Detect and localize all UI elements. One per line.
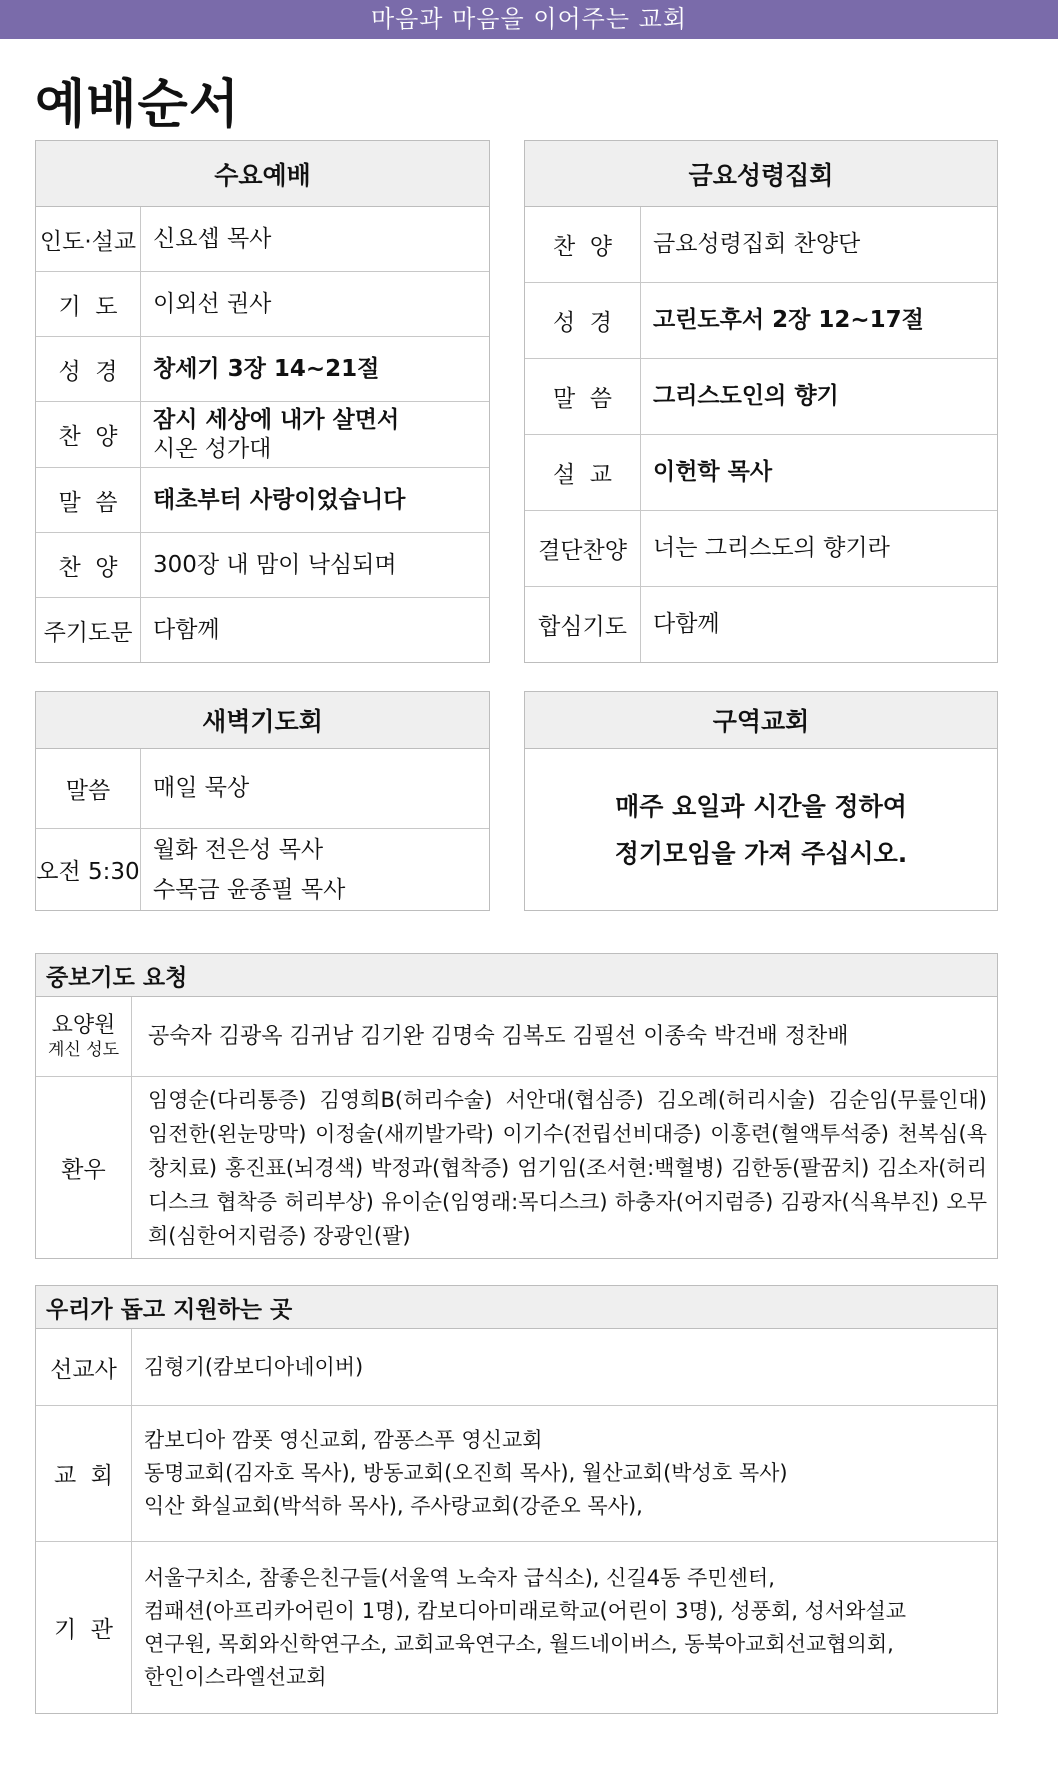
wednesday-service-box xyxy=(35,140,490,663)
dawn-preacher-1: 월화 전은성 목사 xyxy=(153,836,324,863)
table-row xyxy=(36,402,489,468)
row-label: 성 경 xyxy=(525,283,641,358)
church-line: 캄보디아 깜폿 영신교회, 깜퐁스푸 영신교회 xyxy=(144,1428,543,1452)
prayer-request-box xyxy=(35,953,998,1259)
church-line: 동명교회(김자호 목사), 방동교회(오진희 목사), 월산교회(박성호 목사) xyxy=(144,1461,788,1485)
support-heading: 우리가 돕고 지원하는 곳 xyxy=(36,1286,997,1329)
prayer-request-heading: 중보기도 요청 xyxy=(36,954,997,997)
row-value: 300장 내 맘이 낙심되며 xyxy=(153,551,397,578)
row-label: 결단찬양 xyxy=(525,511,641,586)
row-value: 다함께 xyxy=(653,611,720,637)
row-label: 찬 양 xyxy=(36,402,141,467)
support-box xyxy=(35,1285,998,1714)
nursing-home-label-sub: 계신 성도 xyxy=(47,1039,120,1060)
row-label: 말 씀 xyxy=(36,468,141,532)
row-label: 오전 5:30 xyxy=(36,829,141,910)
row-value: 너는 그리스도의 향기라 xyxy=(653,535,890,561)
choir-name: 시온 성가대 xyxy=(153,435,272,462)
patients-list: 임영순(다리통증) 김영희B(허리수술) 서안대(협심증) 김오례(허리시술) 김순임(무릎인대) 임전한(왼눈망막) 이정술(새끼발가락) 이기수(전립선비대증) 이홍련(혈액투석중) 천복심(욕창치료) 홍진표(뇌경색) 박정과(협착증) 엄기임(조서현:백혈병) 김한동(팔꿈치) 김소자(허리디스크 협착증 허리부상) 유이순(임영래:목디스크) 하충자(어지럼증) 김광자(식욕부진) 오무희(심한어지럼증) 장광인(팔) xyxy=(148,1088,987,1248)
organization-line: 서울구치소, 참좋은친구들(서울역 노숙자 급식소), 신길4동 주민센터, xyxy=(144,1565,775,1590)
missionary-label: 선교사 xyxy=(36,1329,132,1405)
row-value: 신요셉 목사 xyxy=(153,225,272,252)
patients-label: 환우 xyxy=(36,1077,132,1258)
row-label: 주기도문 xyxy=(36,598,141,662)
dawn-prayer-box xyxy=(35,691,490,911)
row-value: 이헌학 목사 xyxy=(653,459,773,485)
table-row xyxy=(36,468,489,533)
nursing-home-label xyxy=(36,997,132,1076)
table-row xyxy=(36,207,489,272)
missionary-row xyxy=(36,1329,997,1406)
table-row xyxy=(525,587,997,662)
row-label: 말 씀 xyxy=(525,359,641,434)
hymn-title: 잠시 세상에 내가 살면서 xyxy=(153,406,400,433)
row-label: 기 도 xyxy=(36,272,141,336)
row-value xyxy=(141,829,345,910)
row-label: 찬 양 xyxy=(525,207,641,282)
table-row xyxy=(36,829,489,910)
table-row xyxy=(36,272,489,337)
friday-service-heading: 금요성령집회 xyxy=(525,141,997,207)
patients-row xyxy=(36,1077,997,1258)
nursing-home-label-main: 요양원 xyxy=(51,1012,116,1038)
row-value: 금요성령집회 찬양단 xyxy=(653,231,861,257)
row-label: 찬 양 xyxy=(36,533,141,597)
church-label: 교 회 xyxy=(36,1406,132,1541)
organization-line: 컴패션(아프리카어린이 1명), 캄보디아미래로학교(어린이 3명), 성풍회, 성서와설교 xyxy=(144,1598,907,1623)
organization-label: 기 관 xyxy=(36,1542,132,1713)
organization-list xyxy=(132,1542,906,1713)
organization-line: 한인이스라엘선교회 xyxy=(144,1664,327,1689)
row-value: 이외선 권사 xyxy=(153,290,272,317)
row-label: 말씀 xyxy=(36,749,141,828)
district-church-heading: 구역교회 xyxy=(525,692,997,749)
table-row xyxy=(525,207,997,283)
row-value: 고린도후서 2장 12~17절 xyxy=(653,307,924,333)
table-row xyxy=(36,598,489,662)
church-list xyxy=(132,1406,788,1541)
row-value: 그리스도인의 향기 xyxy=(653,383,839,409)
header-banner: 마음과 마음을 이어주는 교회 xyxy=(0,0,1058,39)
nursing-home-row xyxy=(36,997,997,1077)
table-row xyxy=(525,283,997,359)
row-label: 인도·설교 xyxy=(36,207,141,271)
row-label: 설 교 xyxy=(525,435,641,510)
row-label: 성 경 xyxy=(36,337,141,401)
table-row xyxy=(36,337,489,402)
district-notice-line-1: 매주 요일과 시간을 정하여 xyxy=(615,791,907,821)
table-row xyxy=(36,749,489,829)
dawn-prayer-heading: 새벽기도회 xyxy=(36,692,489,749)
row-value: 매일 묵상 xyxy=(153,775,250,801)
organization-line: 연구원, 목회와신학연구소, 교회교육연구소, 월드네이버스, 동북아교회선교협의회, xyxy=(144,1631,894,1656)
table-row xyxy=(525,435,997,511)
organization-row xyxy=(36,1542,997,1713)
table-row xyxy=(525,359,997,435)
row-label: 합심기도 xyxy=(525,587,641,662)
table-row xyxy=(36,533,489,598)
district-notice xyxy=(525,749,997,910)
church-line: 익산 화실교회(박석하 목사), 주사랑교회(강준오 목사), xyxy=(144,1494,643,1518)
district-church-box xyxy=(524,691,998,911)
district-notice-line-2: 정기모임을 가져 주십시오. xyxy=(614,838,908,868)
table-row xyxy=(525,511,997,587)
row-value: 태초부터 사랑이었습니다 xyxy=(153,486,406,513)
row-value: 창세기 3장 14~21절 xyxy=(153,355,380,382)
wednesday-service-heading: 수요예배 xyxy=(36,141,489,207)
friday-service-box xyxy=(524,140,998,663)
dawn-preacher-2: 수목금 윤종필 목사 xyxy=(153,876,346,903)
nursing-home-names: 공숙자 김광옥 김귀남 김기완 김명숙 김복도 김필선 이종숙 박건배 정찬배 xyxy=(148,1024,849,1049)
page-title: 예배순서 xyxy=(35,74,240,135)
church-row xyxy=(36,1406,997,1542)
row-value xyxy=(141,402,399,467)
missionary-value: 김형기(캄보디아네이버) xyxy=(144,1354,364,1379)
row-value: 다함께 xyxy=(153,616,220,643)
